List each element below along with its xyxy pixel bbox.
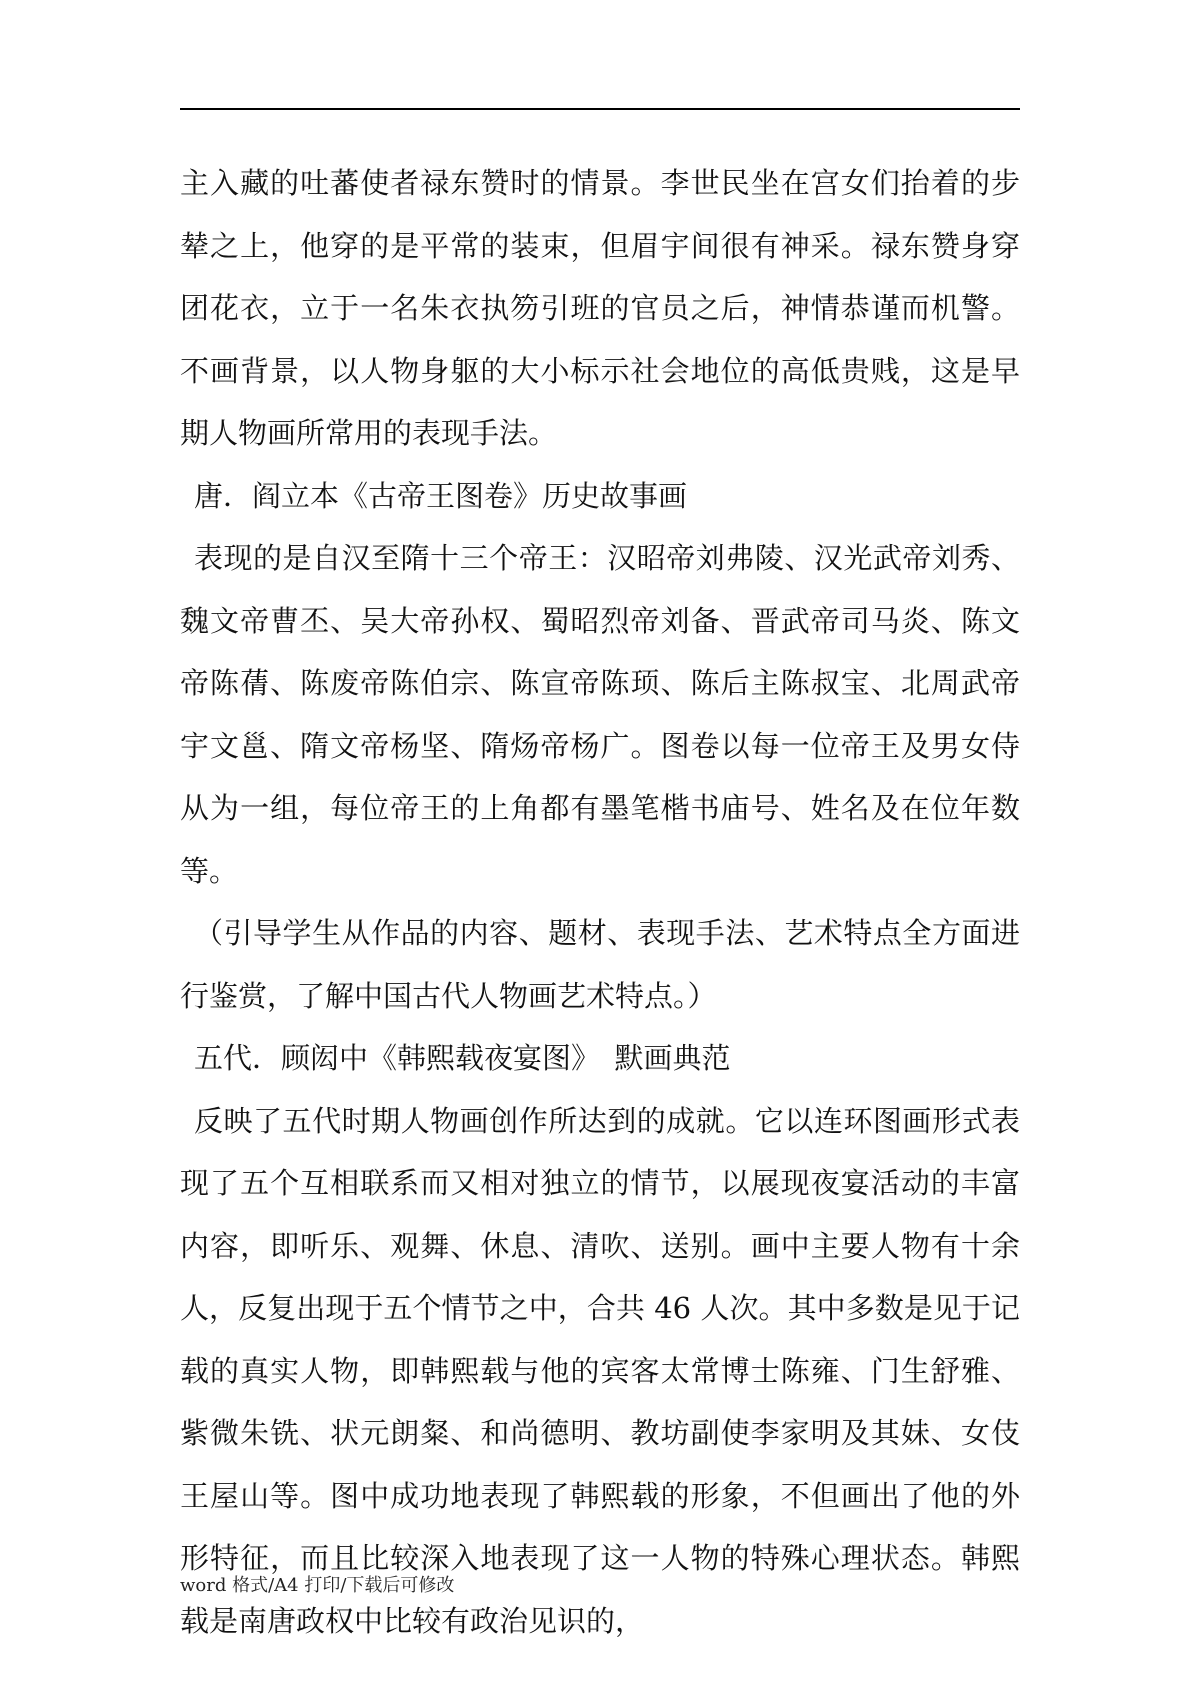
paragraph-night-banquet: 反映了五代时期人物画创作所达到的成就。它以连环图画形式表现了五个互相联系而又相对独立的情节，以展现夜宴活动的丰富内容，即听乐、观舞、休息、清吹、送别。画中主要人物有十余人，反复出现于五个情节之中，合共 46 人次。其中多数是见于记载的真实人物，即韩熙载与他的宾客太常博士陈雍、门生舒雅、紫微朱铣、状元朗粲、和尚德明、教坊副使李家明及其妹、女伎王屋山等。图中成功地表现了韩熙载的形象，不但画出了他的外形特征，而且比较深入地表现了这一人物的特殊心理状态。韩熙载是南唐政权中比较有政治见识的，: [180, 1103, 1020, 1638]
section-heading-five-dynasties: 五代．顾闳中《韩熙载夜宴图》 默画典范: [194, 1041, 731, 1075]
paragraph-guidance-note: （引导学生从作品的内容、题材、表现手法、艺术特点全方面进行鉴赏，了解中国古代人物画艺术特点。）: [180, 916, 1020, 1013]
page-footer: word 格式/A4 打印/下载后可修改: [180, 1575, 455, 1596]
document-body: [180, 152, 1020, 1652]
section-heading-tang: 唐．阎立本《古帝王图卷》历史故事画: [194, 478, 688, 513]
paragraph-emperors: 表现的是自汉至隋十三个帝王：汉昭帝刘弗陵、汉光武帝刘秀、魏文帝曹丕、吴大帝孙权、蜀昭烈帝刘备、晋武帝司马炎、陈文帝陈蒨、陈废帝陈伯宗、陈宣帝陈顼、陈后主陈叔宝、北周武帝宇文邕、隋文帝杨坚、隋炀帝杨广。图卷以每一位帝王及男女侍从为一组，每位帝王的上角都有墨笔楷书庙号、姓名及在位年数等。: [180, 541, 1020, 888]
header-rule: [180, 108, 1020, 110]
paragraph-continuation: 主入藏的吐蕃使者禄东赞时的情景。李世民坐在宫女们抬着的步辇之上，他穿的是平常的装束，但眉宇间很有神采。禄东赞身穿团花衣，立于一名朱衣执笏引班的官员之后，神情恭谨而机警。不画背景，以人物身躯的大小标示社会地位的高低贵贱，这是早期人物画所常用的表现手法。: [180, 166, 1020, 450]
